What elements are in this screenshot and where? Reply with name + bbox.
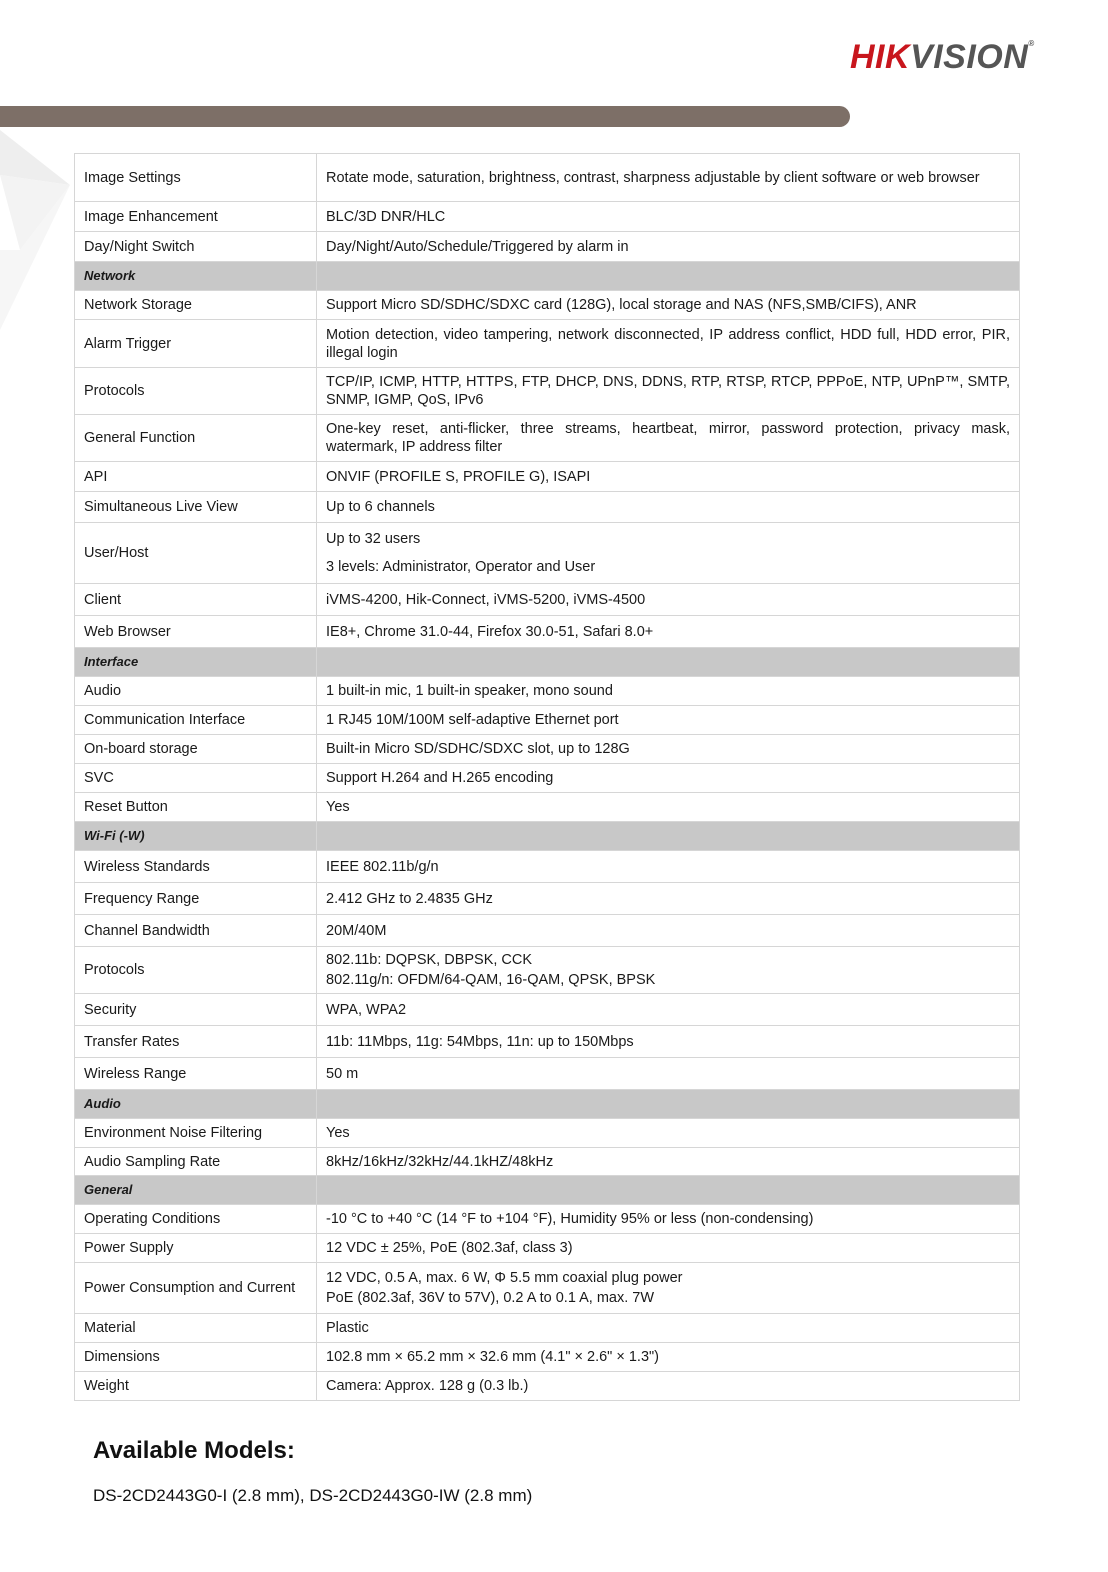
- spec-table: [74, 153, 1020, 1401]
- spec-label: Environment Noise Filtering: [75, 1119, 317, 1148]
- spec-label: On-board storage: [75, 735, 317, 764]
- spec-value: [317, 1314, 1020, 1343]
- section-fill: [317, 1176, 1020, 1205]
- spec-label: Wireless Standards: [75, 851, 317, 883]
- spec-value-line: 3 levels: Administrator, Operator and User: [326, 559, 596, 575]
- section-title: General: [75, 1176, 317, 1205]
- spec-value-line: 102.8 mm × 65.2 mm × 32.6 mm (4.1" × 2.6" × 1.3"): [326, 1349, 659, 1365]
- section-title: Interface: [75, 648, 317, 677]
- spec-label: Day/Night Switch: [75, 232, 317, 262]
- spec-value: [317, 883, 1020, 915]
- spec-row: [75, 1372, 1020, 1401]
- spec-label: Channel Bandwidth: [75, 915, 317, 947]
- section-header: [75, 262, 1020, 291]
- spec-value-line: Rotate mode, saturation, brightness, contrast, sharpness adjustable by client software or web browser: [326, 169, 980, 186]
- spec-value: [317, 523, 1020, 584]
- spec-label: User/Host: [75, 523, 317, 584]
- spec-value: [317, 947, 1020, 994]
- spec-value: [317, 202, 1020, 232]
- spec-value-line: Motion detection, video tampering, network disconnected, IP address conflict, HDD full, HDD error, PIR, illegal login: [326, 326, 1010, 361]
- spec-value: [317, 764, 1020, 793]
- spec-label: Power Supply: [75, 1234, 317, 1263]
- spec-label: Audio Sampling Rate: [75, 1148, 317, 1176]
- spec-row: [75, 677, 1020, 706]
- spec-value-line: TCP/IP, ICMP, HTTP, HTTPS, FTP, DHCP, DNS, DDNS, RTP, RTSP, RTCP, PPPoE, NTP, UPnP™, SMTP, SNMP, IGMP, QoS, IPv6: [326, 374, 1010, 408]
- spec-row: [75, 793, 1020, 822]
- spec-row: [75, 492, 1020, 523]
- spec-row: [75, 154, 1020, 202]
- spec-row: [75, 1205, 1020, 1234]
- spec-label: Security: [75, 994, 317, 1026]
- spec-value: [317, 677, 1020, 706]
- hikvision-logo: HIKVISION®: [850, 38, 1035, 76]
- spec-row: [75, 415, 1020, 462]
- spec-value: [317, 232, 1020, 262]
- section-header: [75, 648, 1020, 677]
- section-header: [75, 1176, 1020, 1205]
- spec-row: [75, 1148, 1020, 1176]
- spec-row: [75, 994, 1020, 1026]
- section-fill: [317, 1090, 1020, 1119]
- spec-label: Alarm Trigger: [75, 320, 317, 368]
- spec-value: [317, 1026, 1020, 1058]
- spec-value: [317, 851, 1020, 883]
- spec-value-line: Day/Night/Auto/Schedule/Triggered by alarm in: [326, 238, 629, 255]
- spec-label: Protocols: [75, 947, 317, 994]
- spec-value: [317, 793, 1020, 822]
- spec-value-line: BLC/3D DNR/HLC: [326, 208, 446, 225]
- spec-value: [317, 320, 1020, 368]
- spec-value-line: 50 m: [326, 1065, 359, 1082]
- spec-value: [317, 735, 1020, 764]
- spec-value: [317, 915, 1020, 947]
- spec-row: [75, 1119, 1020, 1148]
- spec-label: Operating Conditions: [75, 1205, 317, 1234]
- spec-label: Simultaneous Live View: [75, 492, 317, 523]
- available-models-title: Available Models:: [93, 1437, 295, 1464]
- spec-value-line: One-key reset, anti-flicker, three streams, heartbeat, mirror, password protection, privacy mask, watermark, IP address filter: [326, 421, 1010, 455]
- spec-value: [317, 1058, 1020, 1090]
- spec-label: Power Consumption and Current: [75, 1263, 317, 1314]
- spec-label: General Function: [75, 415, 317, 462]
- spec-value: [317, 994, 1020, 1026]
- spec-row: [75, 523, 1020, 584]
- spec-row: [75, 764, 1020, 793]
- spec-value: [317, 1205, 1020, 1234]
- spec-label: Wireless Range: [75, 1058, 317, 1090]
- spec-value: [317, 1263, 1020, 1314]
- spec-value: [317, 415, 1020, 462]
- spec-value: [317, 706, 1020, 735]
- spec-row: [75, 368, 1020, 415]
- spec-row: [75, 1026, 1020, 1058]
- spec-row: [75, 291, 1020, 320]
- spec-value-line: 802.11b: DQPSK, DBPSK, CCK: [326, 952, 533, 968]
- spec-value: [317, 462, 1020, 492]
- spec-value-line: 12 VDC, 0.5 A, max. 6 W, Φ 5.5 mm coaxial plug power: [326, 1270, 683, 1286]
- spec-label: Image Enhancement: [75, 202, 317, 232]
- spec-value-line: Yes: [326, 1125, 350, 1141]
- spec-value-line: IEEE 802.11b/g/n: [326, 858, 439, 875]
- spec-row: [75, 616, 1020, 648]
- spec-value-line: 20M/40M: [326, 922, 387, 939]
- spec-value: [317, 1119, 1020, 1148]
- spec-value: [317, 616, 1020, 648]
- spec-label: Reset Button: [75, 793, 317, 822]
- spec-label: Client: [75, 584, 317, 616]
- header-bar: [0, 106, 850, 127]
- spec-value: [317, 492, 1020, 523]
- spec-value-line: -10 °C to +40 °C (14 °F to +104 °F), Humidity 95% or less (non-condensing): [326, 1211, 814, 1227]
- spec-value-line: PoE (802.3af, 36V to 57V), 0.2 A to 0.1 A, max. 7W: [326, 1290, 655, 1306]
- spec-row: [75, 232, 1020, 262]
- spec-value: [317, 1148, 1020, 1176]
- spec-row: [75, 462, 1020, 492]
- spec-value-line: Built-in Micro SD/SDHC/SDXC slot, up to 128G: [326, 741, 630, 757]
- spec-label: Frequency Range: [75, 883, 317, 915]
- spec-value-line: Up to 32 users: [326, 531, 421, 547]
- spec-row: [75, 320, 1020, 368]
- spec-value: [317, 1234, 1020, 1263]
- section-header: [75, 822, 1020, 851]
- spec-value-line: 8kHz/16kHz/32kHz/44.1kHZ/48kHz: [326, 1153, 554, 1170]
- spec-label: SVC: [75, 764, 317, 793]
- spec-row: [75, 1058, 1020, 1090]
- spec-label: Protocols: [75, 368, 317, 415]
- spec-value-line: 11b: 11Mbps, 11g: 54Mbps, 11n: up to 150Mbps: [326, 1033, 634, 1050]
- spec-label: Communication Interface: [75, 706, 317, 735]
- available-models-list: DS-2CD2443G0-I (2.8 mm), DS-2CD2443G0-IW (2.8 mm): [93, 1486, 533, 1505]
- spec-value-line: 1 built-in mic, 1 built-in speaker, mono sound: [326, 683, 613, 699]
- spec-value-line: 802.11g/n: OFDM/64-QAM, 16-QAM, QPSK, BPSK: [326, 972, 656, 988]
- spec-value: [317, 154, 1020, 202]
- section-title: Audio: [75, 1090, 317, 1119]
- section-title: Network: [75, 262, 317, 291]
- spec-label: Dimensions: [75, 1343, 317, 1372]
- spec-value: [317, 1343, 1020, 1372]
- section-title: Wi-Fi (-W): [75, 822, 317, 851]
- spec-row: [75, 706, 1020, 735]
- spec-label: API: [75, 462, 317, 492]
- section-header: [75, 1090, 1020, 1119]
- section-fill: [317, 648, 1020, 677]
- spec-row: [75, 851, 1020, 883]
- spec-row: [75, 883, 1020, 915]
- spec-row: [75, 915, 1020, 947]
- decorative-star-graphic: [0, 130, 80, 340]
- spec-row: [75, 735, 1020, 764]
- spec-value-line: Plastic: [326, 1320, 369, 1336]
- spec-label: Web Browser: [75, 616, 317, 648]
- spec-row: [75, 947, 1020, 994]
- spec-label: Image Settings: [75, 154, 317, 202]
- spec-value-line: Support Micro SD/SDHC/SDXC card (128G), local storage and NAS (NFS,SMB/CIFS), ANR: [326, 297, 917, 313]
- spec-row: [75, 202, 1020, 232]
- spec-value-line: Camera: Approx. 128 g (0.3 lb.): [326, 1378, 529, 1394]
- spec-value-line: WPA, WPA2: [326, 1001, 407, 1018]
- spec-label: Transfer Rates: [75, 1026, 317, 1058]
- spec-label: Weight: [75, 1372, 317, 1401]
- spec-row: [75, 584, 1020, 616]
- spec-value-line: ONVIF (PROFILE S, PROFILE G), ISAPI: [326, 468, 591, 485]
- spec-value-line: 12 VDC ± 25%, PoE (802.3af, class 3): [326, 1240, 573, 1256]
- spec-row: [75, 1343, 1020, 1372]
- section-fill: [317, 262, 1020, 291]
- spec-value-line: IE8+, Chrome 31.0-44, Firefox 30.0-51, Safari 8.0+: [326, 623, 654, 640]
- spec-value: [317, 368, 1020, 415]
- spec-label: Material: [75, 1314, 317, 1343]
- spec-label: Audio: [75, 677, 317, 706]
- spec-row: [75, 1314, 1020, 1343]
- spec-value: [317, 584, 1020, 616]
- spec-value: [317, 1372, 1020, 1401]
- spec-value-line: Up to 6 channels: [326, 499, 435, 515]
- spec-value-line: iVMS-4200, Hik-Connect, iVMS-5200, iVMS-4500: [326, 591, 646, 608]
- spec-row: [75, 1234, 1020, 1263]
- spec-value-line: 2.412 GHz to 2.4835 GHz: [326, 890, 493, 907]
- spec-value-line: Yes: [326, 799, 350, 815]
- spec-label: Network Storage: [75, 291, 317, 320]
- section-fill: [317, 822, 1020, 851]
- spec-value: [317, 291, 1020, 320]
- spec-value-line: Support H.264 and H.265 encoding: [326, 770, 554, 786]
- spec-value-line: 1 RJ45 10M/100M self-adaptive Ethernet port: [326, 712, 619, 728]
- spec-row: [75, 1263, 1020, 1314]
